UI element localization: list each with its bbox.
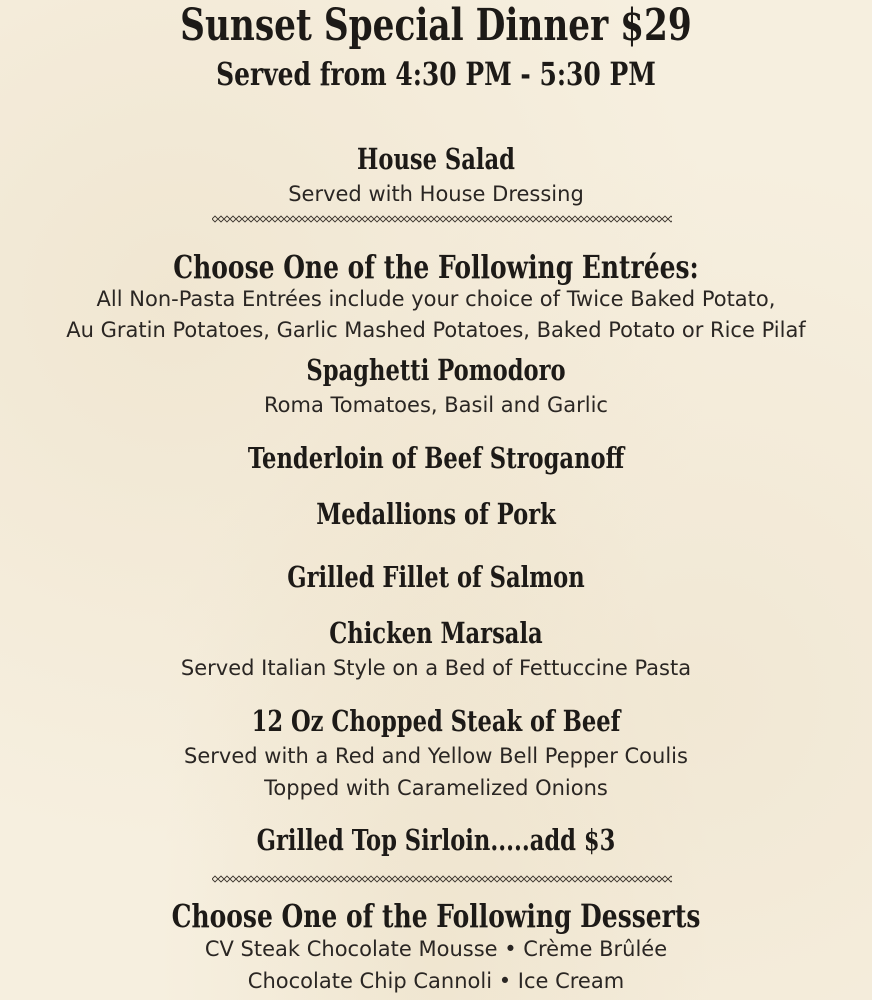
entree-pork-name: Medallions of Pork — [316, 497, 556, 531]
entree-chicken-desc: Served Italian Style on a Bed of Fettuccine Pasta — [180, 656, 692, 680]
menu-title: Sunset Special Dinner $29 — [180, 0, 692, 51]
entree-sirloin-name: Grilled Top Sirloin.....add $3 — [256, 823, 616, 857]
entree-spaghetti-desc: Roma Tomatoes, Basil and Garlic — [264, 393, 608, 417]
salad-description: Served with House Dressing — [288, 182, 584, 206]
entree-chopped-steak-desc-1: Served with a Red and Yellow Bell Pepper Coulis — [184, 744, 688, 768]
desserts-heading: Choose One of the Following Desserts — [171, 897, 701, 935]
entree-chopped-steak-desc-2: Topped with Caramelized Onions — [264, 776, 608, 800]
entree-salmon-name: Grilled Fillet of Salmon — [287, 560, 585, 594]
desserts-line-2: Chocolate Chip Cannoli • Ice Cream — [247, 969, 625, 993]
entree-stroganoff-name: Tenderloin of Beef Stroganoff — [247, 441, 625, 475]
entree-chopped-steak-name: 12 Oz Chopped Steak of Beef — [251, 704, 621, 738]
salad-name: House Salad — [357, 142, 515, 176]
divider-bottom — [212, 875, 672, 883]
entree-spaghetti-name: Spaghetti Pomodoro — [306, 353, 566, 387]
desserts-line-1: CV Steak Chocolate Mousse • Crème Brûlée — [204, 937, 668, 961]
entrees-note-line-1: All Non-Pasta Entrées include your choice of Twice Baked Potato, — [96, 287, 776, 311]
service-hours: Served from 4:30 PM - 5:30 PM — [216, 55, 656, 93]
divider-top — [212, 215, 672, 223]
entrees-heading: Choose One of the Following Entrées: — [173, 248, 699, 286]
entree-chicken-name: Chicken Marsala — [329, 616, 543, 650]
entrees-note-line-2: Au Gratin Potatoes, Garlic Mashed Potatoes, Baked Potato or Rice Pilaf — [66, 318, 806, 342]
